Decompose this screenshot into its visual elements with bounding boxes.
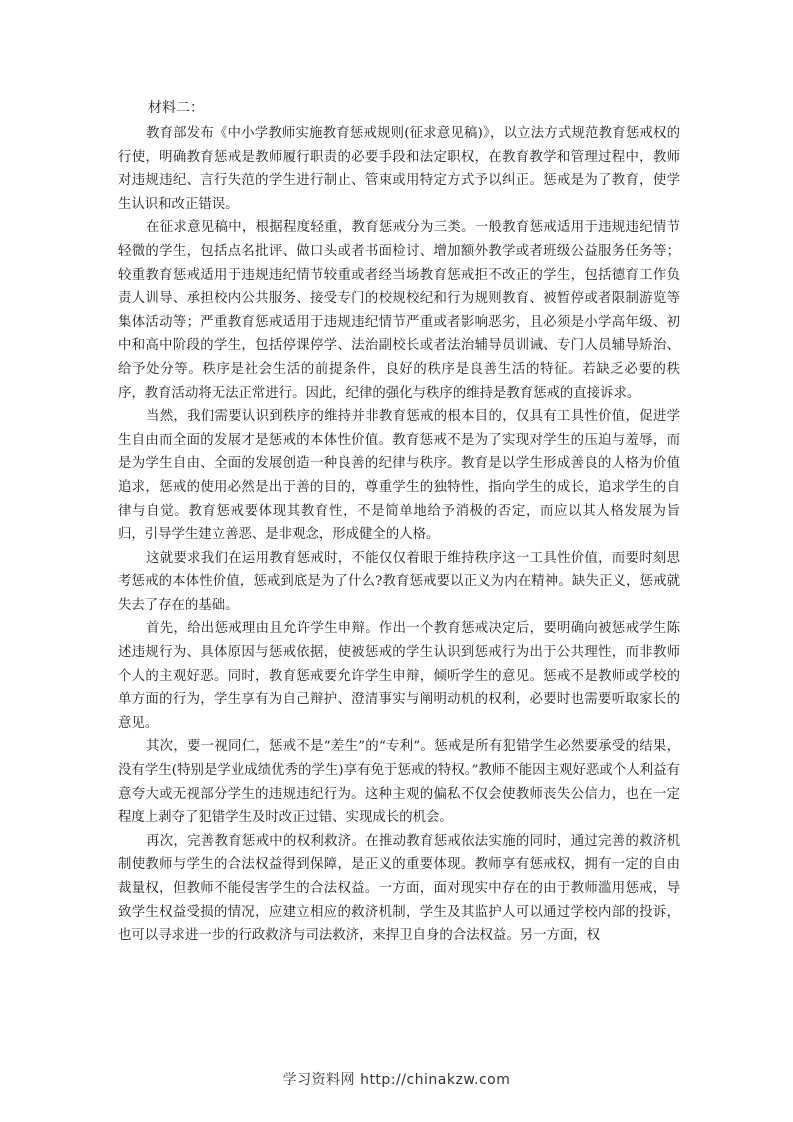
paragraph-5: 首先，给出惩戒理由且允许学生申辩。作出一个教育惩戒决定后，要明确向被惩戒学生陈述违规行为、具体原因与惩戒依据，使被惩戒的学生认识到惩戒行为出于公共理性，而非教师个人的主观好恶。同时，教育惩戒要允许学生申辩，倾听学生的意见。惩戒不是教师或学校的单方面的行为，学生享有为自己辩护、澄清事实与阐明动机的权利，必要时也需要听取家长的意见。 [118, 621, 680, 731]
paragraph-7: 再次，完善教育惩戒中的权利救济。在推动教育惩戒依法实施的同时，通过完善的救济机制使教师与学生的合法权益得到保障，是正义的重要体现。教师享有惩戒权，拥有一定的自由裁量权，但教师不能侵害学生的合法权益。一方面，面对现实中存在的由于教师滥用惩戒，导致学生权益受损的情况，应建立相应的救济机制，学生及其监护人可以通过学校内部的投诉，也可以寻求进一步的行政救济与司法救济，来捍卫自身的合法权益。另一方面，权 [118, 833, 680, 944]
paragraph-1: 教育部发布《中小学教师实施教育惩戒规则(征求意见稿)》，以立法方式规范教育惩戒权的行使，明确教育惩戒是教师履行职责的必要手段和法定职权，在教育教学和管理过程中，教师对违规违纪、言行失范的学生进行制止、管束或用特定方式予以纠正。惩戒是为了教育，使学生认识和改正错误。 [118, 126, 680, 212]
footer-watermark-link[interactable]: 学习资料网 http://chinakzw.com [282, 1072, 511, 1088]
paragraph-3: 当然，我们需要认识到秩序的维持并非教育惩戒的根本目的，仅具有工具性价值，促进学生自由而全面的发展才是惩戒的本体性价值。教育惩戒不是为了实现对学生的压迫与羞辱，而是为学生自由、全面的发展创造一种良善的纪律与秩序。教育是以学生形成善良的人格为价值追求，惩戒的使用必然是出于善的目的，尊重学生的独特性，指向学生的成长，追求学生的自律与自觉。教育惩戒要体现其教育性，不是简单地给予消极的否定，而应以其人格发展为旨归，引导学生建立善恶、是非观念，形成健全的人格。 [118, 409, 680, 543]
material-heading: 材料二： [148, 100, 204, 116]
document-body [118, 96, 680, 948]
paragraph-2: 在征求意见稿中，根据程度轻重，教育惩戒分为三类。一般教育惩戒适用于违规违纪情节轻微的学生，包括点名批评、做口头或者书面检讨、增加额外教学或者班级公益服务任务等；较重教育惩戒适用于违规违纪情节较重或者经当场教育惩戒拒不改正的学生，包括德育工作负责人训导、承担校内公共服务、接受专门的校规校纪和行为规则教育、被暂停或者限制游览等集体活动等；严重教育惩戒适用于违规违纪情节严重或者影响恶劣，且必须是小学高年级、初中和高中阶段的学生，包括停课停学、法治副校长或者法治辅导员训诫、专门人员辅导矫治、给予处分等。秩序是社会生活的前提条件，良好的秩序是良善生活的特征。若缺乏必要的秩序，教育活动将无法正常进行。因此，纪律的强化与秩序的维持是教育惩戒的直接诉求。 [118, 220, 680, 401]
paragraph-6: 其次，要一视同仁，惩戒不是“差生”的“专利”。惩戒是所有犯错学生必然要承受的结果，没有学生(特别是学业成绩优秀的学生)享有免于惩戒的特权。”教师不能因主观好恶或个人利益有意夸大或无视部分学生的违规违纪行为。这种主观的偏私不仅会使教师丧失公信力，也在一定程度上剥夺了犯错学生及时改正过错、实现成长的机会。 [118, 739, 680, 826]
paragraph-4: 这就要求我们在运用教育惩戒时，不能仅仅着眼于维持秩序这一工具性价值，而要时刻思考惩戒的本体性价值，惩戒到底是为了什么?教育惩戒要以正义为内在精神。缺失正义，惩戒就失去了存在的基础。 [118, 550, 680, 613]
